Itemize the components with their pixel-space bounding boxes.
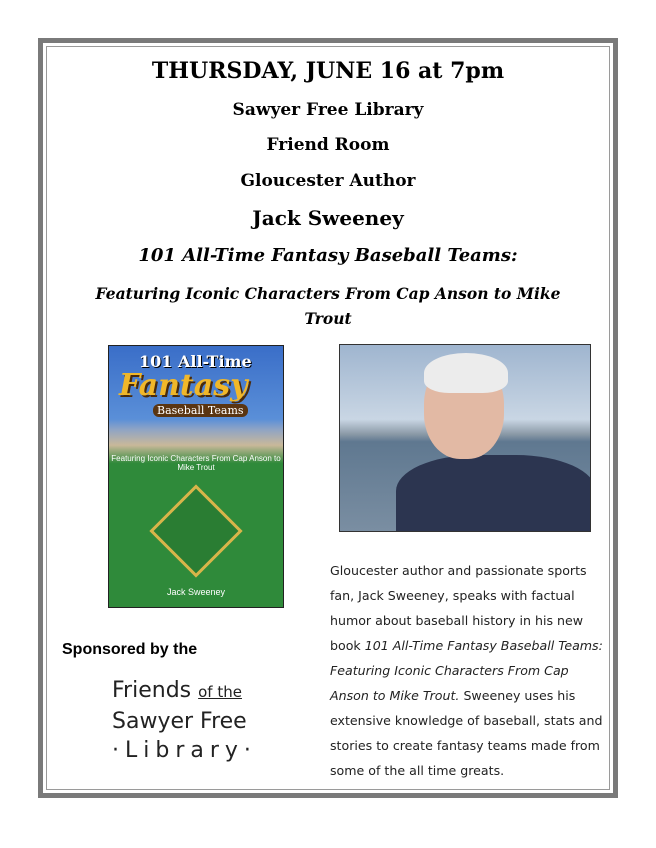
event-description: [330, 558, 610, 783]
book-subtitle-line2: Trout: [304, 309, 352, 328]
author-role: Gloucester Author: [240, 171, 416, 191]
event-date: THURSDAY, JUNE 16 at 7pm: [151, 58, 505, 84]
cover-line2: Fantasy: [119, 368, 248, 403]
logo-line3: ·Library·: [112, 738, 257, 763]
baseball-diamond: [149, 484, 242, 577]
sponsor-label: Sponsored by the: [62, 641, 198, 658]
cover-author: Jack Sweeney: [166, 587, 226, 597]
venue: Sawyer Free Library: [232, 100, 424, 120]
book-title: 101 All-Time Fantasy Baseball Teams:: [138, 245, 518, 266]
author-photo: [339, 344, 591, 532]
friends-library-logo: [112, 676, 287, 765]
logo-friends: Friends: [112, 678, 192, 703]
cover-line3: Baseball Teams: [153, 404, 248, 417]
cover-line1: 101 All-Time: [139, 352, 252, 371]
book-subtitle-line1: Featuring Iconic Characters From Cap Anson to Mike: [95, 284, 561, 303]
cover-subtitle: Featuring Iconic Characters From Cap Anson to Mike Trout: [111, 454, 281, 472]
description-book-title: 101 All-Time Fantasy Baseball Teams: Featuring Iconic Characters From Cap Anson to Mike Trout.: [330, 638, 603, 703]
description-text-2: Sweeney uses his extensive knowledge of baseball, stats and stories to create fantasy teams made from some of the all time greats.: [330, 688, 603, 778]
logo-line2: Sawyer Free: [112, 709, 247, 734]
author-name: Jack Sweeney: [252, 206, 404, 230]
logo-of-the: of the: [198, 683, 242, 701]
room: Friend Room: [266, 135, 390, 155]
book-cover-image: [108, 345, 284, 608]
photo-body: [396, 455, 591, 532]
photo-hair: [424, 353, 508, 393]
description-text-1: Gloucester author and passionate sports fan, Jack Sweeney, speaks with factual humor about baseball history in his new book: [330, 563, 587, 653]
